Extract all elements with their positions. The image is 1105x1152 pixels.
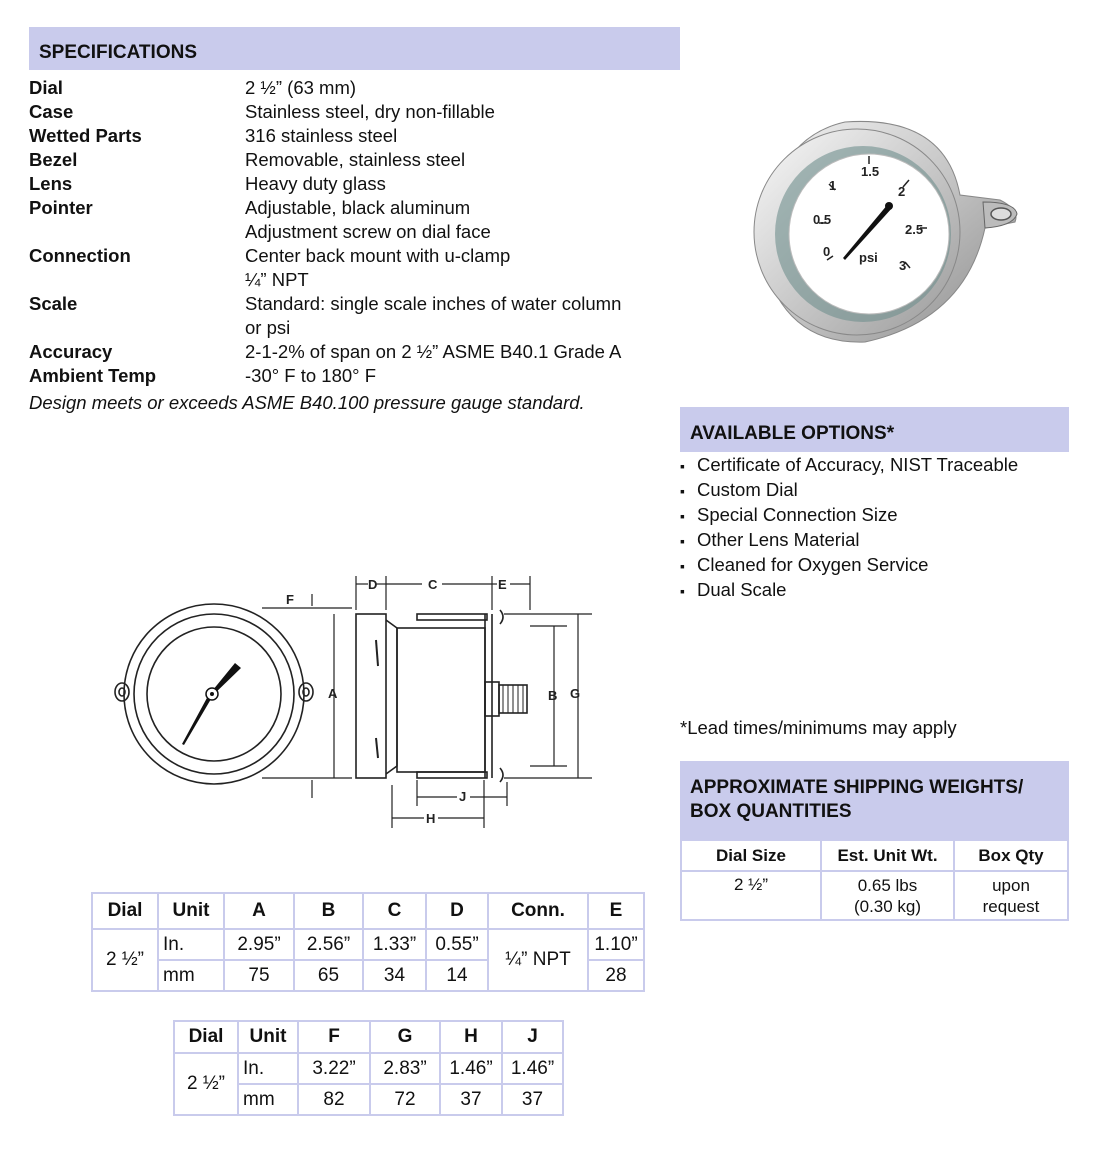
lens-marks (376, 640, 378, 758)
option-text: Cleaned for Oxygen Service (697, 554, 929, 575)
column-header: Dial (174, 1021, 238, 1053)
value-cell: 1.46” (440, 1053, 502, 1084)
value-cell: 0.55” (426, 929, 488, 960)
column-header: H (440, 1021, 502, 1053)
value-cell: 37 (502, 1084, 563, 1115)
value-cell: 2.83” (370, 1053, 440, 1084)
spec-value: Removable, stainless steel (245, 149, 466, 170)
spec-label: Pointer (29, 197, 93, 218)
side-view (356, 610, 527, 782)
weight-lbs: 0.65 lbs (857, 875, 918, 895)
bullet-icon: ▪ (680, 533, 685, 549)
spec-value: Center back mount with u-clamp (245, 245, 511, 266)
shipping-heading-line: BOX QUANTITIES (690, 801, 852, 822)
dimension-label-e: E (498, 577, 507, 592)
spec-label: Accuracy (29, 341, 113, 362)
column-header: J (502, 1021, 563, 1053)
option-text: Other Lens Material (697, 529, 860, 550)
spec-label: Bezel (29, 149, 78, 170)
table-header-row (174, 1021, 563, 1053)
qty-line: upon (992, 875, 1030, 895)
column-header: A (224, 893, 294, 929)
dial-cell: 2 ½” (174, 1053, 238, 1115)
dimensions-table-2 (173, 1020, 564, 1116)
gauge-scale-label: 2 (898, 184, 906, 199)
gauge-product-image (745, 110, 1025, 355)
dimension-label-d: D (368, 577, 378, 592)
specifications-heading: SPECIFICATIONS (29, 27, 680, 70)
dimension-label-a: A (328, 686, 338, 701)
weight-kg: (0.30 kg) (853, 896, 922, 916)
unit-cell: In. (158, 929, 224, 960)
unit-cell: mm (238, 1084, 298, 1115)
gauge-scale-label: 1.5 (861, 164, 880, 179)
column-header: G (370, 1021, 440, 1053)
spec-value: 2 ½” (63 mm) (245, 77, 357, 98)
option-text: Special Connection Size (697, 504, 898, 525)
dial-cell: 2 ½” (92, 929, 158, 991)
spec-label: Lens (29, 173, 73, 194)
value-cell: 37 (440, 1084, 502, 1115)
options-list (680, 453, 1018, 603)
dimension-label-j: J (459, 789, 467, 804)
value-cell: 2.95” (224, 929, 294, 960)
spec-value: 316 stainless steel (245, 125, 398, 146)
spec-label: Scale (29, 293, 78, 314)
shipping-table (680, 839, 1069, 921)
column-header: Dial (92, 893, 158, 929)
spec-value: Stainless steel, dry non-fillable (245, 101, 495, 122)
standard-note: Design meets or exceeds ASME B40.100 pressure gauge standard. (29, 392, 585, 413)
dimensions-table-1 (91, 892, 645, 992)
drawing-pointer-tail (182, 696, 211, 745)
option-text: Custom Dial (697, 479, 798, 500)
bullet-icon: ▪ (680, 583, 685, 599)
value-cell: 14 (426, 960, 488, 991)
option-item (680, 453, 1018, 478)
value-cell: 82 (298, 1084, 370, 1115)
column-header: B (294, 893, 363, 929)
value-cell: 34 (363, 960, 426, 991)
table-row (92, 929, 644, 960)
option-item (680, 503, 1018, 528)
bullet-icon: ▪ (680, 508, 685, 524)
value-cell: 72 (370, 1084, 440, 1115)
spec-label: Wetted Parts (29, 125, 142, 146)
lead-times-note: *Lead times/minimums may apply (680, 717, 957, 738)
shipping-heading-line: APPROXIMATE SHIPPING WEIGHTS/ (690, 777, 1024, 798)
unit-cell: mm (158, 960, 224, 991)
column-header: Est. Unit Wt. (821, 840, 954, 871)
spec-value: ¼” NPT (245, 269, 309, 290)
dimension-label-f: F (286, 592, 294, 607)
column-header: Conn. (488, 893, 588, 929)
spec-value: Standard: single scale inches of water column (245, 293, 622, 314)
unit-cell: In. (238, 1053, 298, 1084)
qty-line: request (982, 896, 1040, 916)
gauge-pointer-hub (885, 202, 893, 210)
spec-value: Adjustment screw on dial face (245, 221, 491, 242)
spec-value: Adjustable, black aluminum (245, 197, 471, 218)
option-item (680, 478, 1018, 503)
drawing-pointer-center (210, 692, 214, 696)
value-cell: 28 (588, 960, 644, 991)
spec-value: Heavy duty glass (245, 173, 386, 194)
table-header-row (681, 840, 1068, 871)
bullet-icon: ▪ (680, 483, 685, 499)
value-cell: 1.46” (502, 1053, 563, 1084)
ship-qty-cell (954, 871, 1068, 920)
dimensional-drawing (112, 570, 592, 832)
table-row (174, 1053, 563, 1084)
column-header: F (298, 1021, 370, 1053)
column-header: C (363, 893, 426, 929)
option-text: Dual Scale (697, 579, 787, 600)
column-header: Box Qty (954, 840, 1068, 871)
spec-value: 2-1-2% of span on 2 ½” ASME B40.1 Grade A (245, 341, 622, 362)
spec-label: Connection (29, 245, 131, 266)
gauge-scale-label: 3 (899, 258, 907, 273)
table-header-row (92, 893, 644, 929)
shipping-heading (680, 761, 1069, 839)
value-cell: 2.56” (294, 929, 363, 960)
ship-weight-cell (821, 871, 954, 920)
gauge-scale-label: 0.5 (813, 212, 832, 227)
bullet-icon: ▪ (680, 458, 685, 474)
ship-dial-cell: 2 ½” (681, 871, 821, 920)
column-header: Unit (238, 1021, 298, 1053)
column-header: E (588, 893, 644, 929)
gauge-unit-label: psi (859, 250, 878, 265)
gauge-scale-label: 2.5 (905, 222, 924, 237)
spec-value: -30° F to 180° F (245, 365, 376, 386)
spec-label: Dial (29, 77, 63, 98)
option-item (680, 528, 1018, 553)
table-row (681, 871, 1068, 920)
gauge-scale-label: 1 (829, 178, 837, 193)
conn-cell: ¼” NPT (488, 929, 588, 991)
option-item (680, 578, 1018, 603)
value-cell: 75 (224, 960, 294, 991)
option-text: Certificate of Accuracy, NIST Traceable (697, 454, 1019, 475)
value-cell: 1.33” (363, 929, 426, 960)
spec-value: or psi (245, 317, 291, 338)
spec-label: Case (29, 101, 74, 122)
value-cell: 65 (294, 960, 363, 991)
bullet-icon: ▪ (680, 558, 685, 574)
thread-hatching (503, 685, 523, 713)
options-heading: AVAILABLE OPTIONS* (680, 407, 1069, 452)
column-header: D (426, 893, 488, 929)
option-item (680, 553, 1018, 578)
dimension-label-g: G (570, 686, 581, 701)
dimension-label-b: B (548, 688, 558, 703)
value-cell: 1.10” (588, 929, 644, 960)
column-header: Dial Size (681, 840, 821, 871)
gauge-scale-label: 0 (823, 244, 831, 259)
dimension-label-c: C (428, 577, 438, 592)
spec-label: Ambient Temp (29, 365, 157, 386)
value-cell: 3.22” (298, 1053, 370, 1084)
column-header: Unit (158, 893, 224, 929)
dimension-label-h: H (426, 811, 436, 826)
